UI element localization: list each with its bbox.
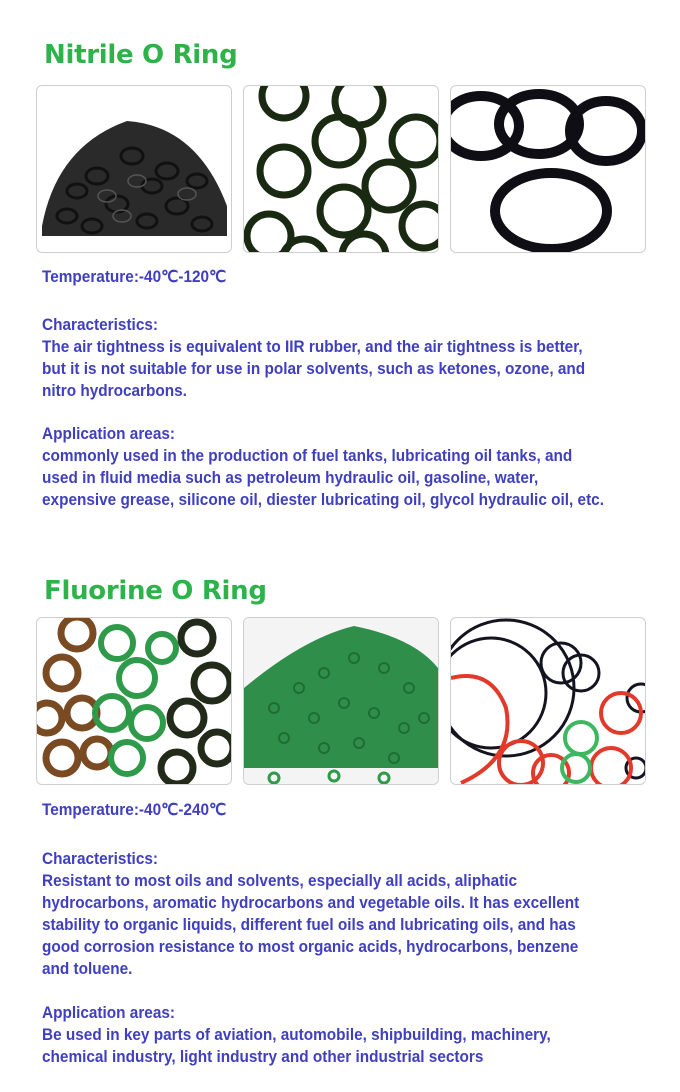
product-photo [450,85,646,253]
temperature-range [42,266,609,288]
o-ring-mixed-color-icon [37,618,231,784]
o-ring-large-icon [451,86,645,252]
o-ring-scatter-icon [244,86,438,252]
characteristics-label: Characteristics: [42,316,159,334]
product-photo [36,617,232,785]
characteristics-text: The air tightness is equivalent to IIR rubber, and the air tightness is better, but it is not suitable for use in polar solvents, such as ketones, ozone, and nitro hydrocarbons. [42,338,586,400]
o-ring-assorted-icon [451,618,645,784]
product-photo [243,617,439,785]
application-text: Be used in key parts of aviation, automobile, shipbuilding, machinery, chemical industry, light industry and other industrial sectors [42,1026,551,1066]
section-title: Nitrile O Ring [44,40,238,70]
application-block [42,1002,609,1068]
temperature-range [42,799,609,821]
product-photo [450,617,646,785]
product-photo [36,85,232,253]
application-text: commonly used in the production of fuel tanks, lubricating oil tanks, and used in fluid media such as petroleum hydraulic oil, gasoline, water, expensive grease, silicone oil, diester lubricating oil, glycol hydraulic oil, etc. [42,447,604,509]
temperature-text: Temperature:-40℃-240℃ [42,801,227,819]
temperature-text: Temperature:-40℃-120℃ [42,268,227,286]
o-ring-green-pile-icon [244,618,438,784]
characteristics-block [42,848,609,980]
section-title: Fluorine O Ring [44,576,267,606]
application-label: Application areas: [42,425,176,443]
characteristics-block [42,314,609,402]
image-row [36,617,648,787]
application-label: Application areas: [42,1004,176,1022]
o-ring-pile-icon [37,86,231,252]
application-block [42,423,609,511]
image-row [36,85,648,255]
characteristics-label: Characteristics: [42,850,159,868]
characteristics-text: Resistant to most oils and solvents, especially all acids, aliphatic hydrocarbons, aromatic hydrocarbons and vegetable oils. It has excellent stability to organic liquids, different fuel oils and lubricating oils, and has good corrosion resistance to most organic acids, hydrocarbons, benzene and toluene. [42,872,580,978]
product-photo [243,85,439,253]
